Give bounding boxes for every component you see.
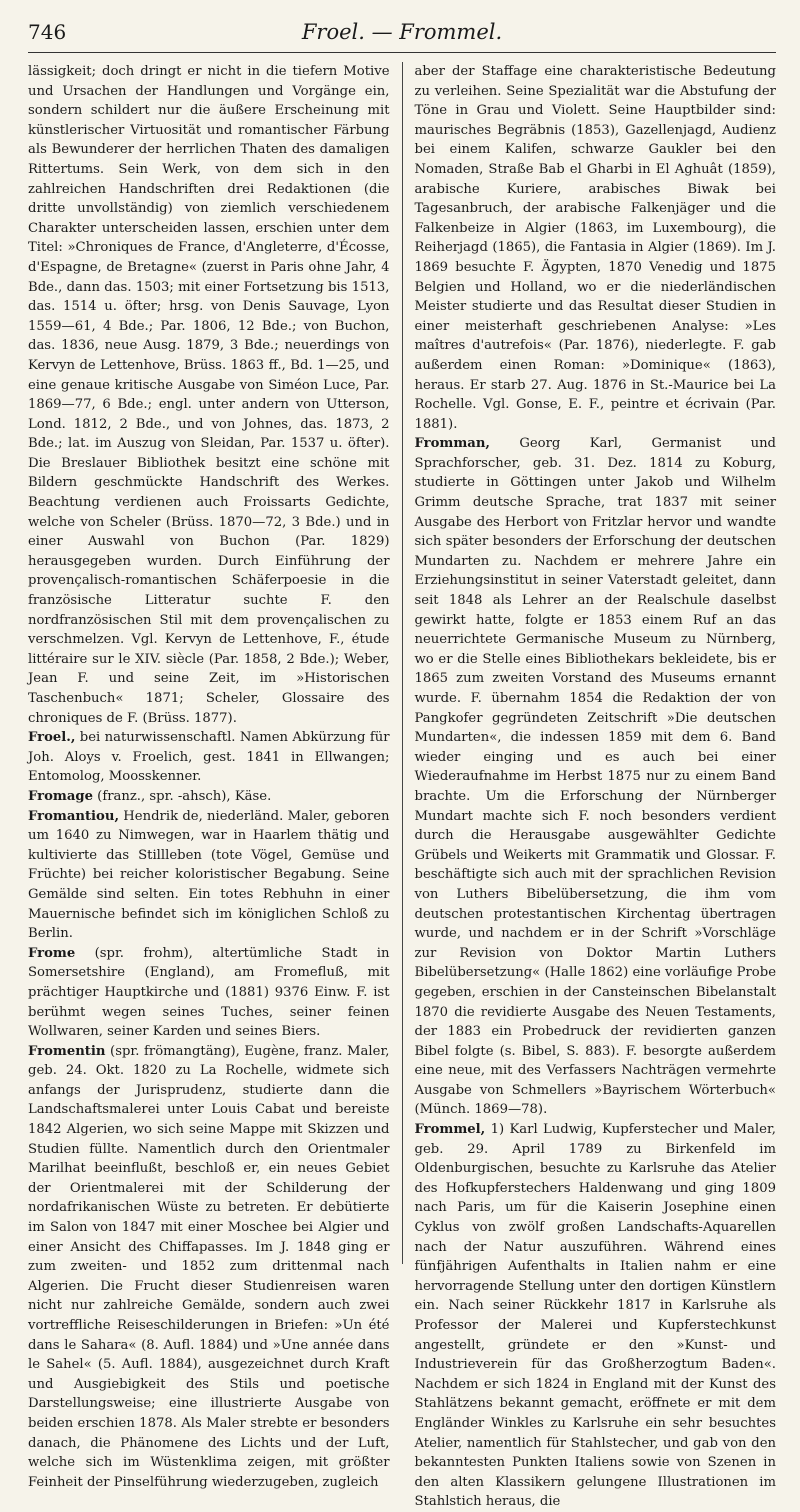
entry <box>28 944 390 1042</box>
headword: Fromage <box>28 788 93 804</box>
left-column <box>28 62 390 1490</box>
entry <box>28 807 390 944</box>
entry <box>415 1120 777 1512</box>
entry <box>28 1042 390 1493</box>
text-columns <box>28 62 776 1510</box>
entry <box>28 62 390 728</box>
entry-text: Hendrik de, niederländ. Maler, geboren um 1640 zu Nimwegen, war in Haarlem thätig und kultivierte das Stillleben (tote Vögel, Gemüse und Früchte) bei reicher koloristischer Begabung. Seine Gemälde sind selten. Ein totes Rebhuhn in einer Mauernische befindet sich im königlichen Schloß zu Berlin. <box>28 808 390 942</box>
headword: Fromentin <box>28 1043 106 1059</box>
headword: Fromantiou, <box>28 808 120 824</box>
entry-text: 1) Karl Ludwig, Kupferstecher und Maler, geb. 29. April 1789 zu Birkenfeld im Oldenburgischen, besuchte zu Karlsruhe das Atelier des Hofkupferstechers Haldenwang und ging 1809 nach Paris, um für die Kaiserin Josephine einen Cyklus von zwölf großen Landschafts-Aquarellen nach der Natur auszuführen. Während eines fünfjährigen Aufenthalts in Italien nahm er eine hervorragende Stellung unter den dortigen Künstlern ein. Nach seiner Rückkehr 1817 in Karlsruhe als Professor der Malerei und Kupferstechkunst angestellt, gründete er den »Kunst- und Industrieverein für das Großherzogtum Baden«. Nachdem er sich 1824 in England mit der Kunst des Stahlätzens bekannt gemacht, eröffnete er mit dem Engländer Winkles zu Karlsruhe ein sehr besuchtes Atelier, namentlich für Stahlstecher, und gab von den bekanntesten Punkten Italiens sowie von Szenen in den alten Klassikern gelungene Illustrationen im Stahlstich heraus, die <box>414 1122 776 1510</box>
dictionary-page <box>28 14 776 1510</box>
page-header <box>28 14 776 54</box>
entry-text: (spr. frömangtäng), Eugène, franz. Maler, geb. 24. Okt. 1820 zu La Rochelle, widmete sich anfangs der Jurisprudenz, studierte dann die Landschaftsmalerei unter Louis Cabat und bereiste 1842 Algerien, wo sich seine Mappe mit Skizzen und Studien füllte. Namentlich durch den Orientmaler Marilhat beeinflußt, beschloß er, ein neues Gebiet der Orientmalerei mit der Schilderung der nordafrikanischen Wüste zu betreten. Er debütierte im Salon von 1847 mit einer Moschee bei Algier und einer Ansicht des Chiffapasses. Im J. 1848 ging er zum zweiten- und 1852 zum drittenmal nach Algerien. Die Frucht dieser Studienreisen waren nicht nur zahlreiche Gemälde, sondern auch zwei vortreffliche Reiseschilderungen in Briefen: »Un été dans le Sahara« (8. Aufl. 1884) und »Une année dans le Sahel« (5. Aufl. 1884), ausgezeichnet durch Kraft und Ausgiebigkeit des Stils und poetische Darstellungsweise; eine illustrierte Ausgabe von beiden erschien 1878. Als Maler strebte er besonders danach, die Phänomene des Lichts und der Luft, welche sich im Wüstenklima zeigen, mit größter Feinheit der Pinselführung wiederzugeben, zugleich <box>28 1043 390 1490</box>
entry <box>415 62 777 434</box>
headword: Fromman, <box>414 436 491 452</box>
entry-text: (franz., spr. -ahsch), Käse. <box>92 788 272 804</box>
entry <box>28 728 390 787</box>
entry-text: lässigkeit; doch dringt er nicht in die tiefern Motive und Ursachen der Handlungen und Vorgänge ein, sondern schildert nur die äußere Erscheinung mit künstlerischer Virtuosität und romantischer Färbung als Bewunderer der herrlichen Thaten des damaligen Rittertums. Sein Werk, von dem sich in den zahlreichen Handschriften drei Redaktionen (die dritte unvollständig) von ziemlich verschiedenem Charakter unterscheiden lassen, erschien unter dem Titel: »Chroniques de France, d'Angleterre, d'Écosse, d'Espagne, de Bretagne« (zuerst in Paris ohne Jahr, 4 Bde., dann das. 1503; mit einer Fortsetzung bis 1513, das. 1514 u. öfter; hrsg. von Denis Sauvage, Lyon 1559—61, 4 Bde.; Par. 1806, 12 Bde.; von Buchon, das. 1836, neue Ausg. 1879, 3 Bde.; neuerdings von Kervyn de Lettenhove, Brüss. 1863 ff., Bd. 1—25, und eine genaue kritische Ausgabe von Siméon Luce, Par. 1869—77, 6 Bde.; engl. unter andern von Utterson, Lond. 1812, 2 Bde., und von Johnes, das. 1873, 2 Bde.; lat. im Auszug von Sleidan, Par. 1537 u. öfter). Die Breslauer Bibliothek besitzt eine schöne mit Bildern geschmückte Handschrift des Werkes. Beachtung verdienen auch Froissarts Gedichte, welche von Scheler (Brüss. 1870—72, 3 Bde.) und in einer Auswahl von Buchon (Par. 1829) herausgegeben wurden. Durch Einführung der provençalisch-romantischen Schäferpoesie in die französische Litteratur suchte F. den nordfranzösischen Stil mit dem provençalischen zu verschmelzen. Vgl. Kervyn de Lettenhove, F., étude littéraire sur le XIV. siècle (Par. 1858, 2 Bde.); Weber, Jean F. und seine Zeit, im »Historischen Taschenbuch« 1871; Scheler, Glossaire des chroniques de F. (Brüss. 1877). <box>28 64 390 726</box>
header-rule <box>28 52 776 53</box>
entry-text: aber der Staffage eine charakteristische Bedeutung zu verleihen. Seine Spezialität war die Abstufung der Töne in Grau und Violett. Seine Hauptbilder sind: maurisches Begräbnis (1853), Gazellenjagd, Audienz bei einem Kalifen, schwarze Gaukler bei den Nomaden, Straße Bab el Gharbi in El Aghuât (1859), arabische Kuriere, arabisches Biwak bei Tagesanbruch, der arabische Falkenjäger und die Falkenbeize in Algier (1863, im Luxembourg), die Reiherjagd (1865), die Fantasia in Algier (1869). Im J. 1869 besuchte F. Ägypten, 1870 Venedig und 1875 Belgien und Holland, wo er die niederländischen Meister studierte und das Resultat dieser Studien in einer meisterhaft geschriebenen Analyse: »Les maîtres d'autrefois« (Par. 1876), niederlegte. F. gab außerdem einen Roman: »Dominique« (1863), heraus. Er starb 27. Aug. 1876 in St.-Maurice bei La Rochelle. Vgl. Gonse, E. F., peintre et écrivain (Par. 1881). <box>414 64 776 432</box>
entry-text: Georg Karl, Germanist und Sprachforscher, geb. 31. Dez. 1814 zu Koburg, studierte in Göttingen unter Jakob und Wilhelm Grimm deutsche Sprache, trat 1837 mit seiner Ausgabe des Herbort von Fritzlar hervor und wandte sich später besonders der Erforschung der deutschen Mundarten zu. Nachdem er mehrere Jahre ein Erziehungsinstitut in seiner Vaterstadt geleitet, dann seit 1848 als Lehrer an der Realschule daselbst gewirkt hatte, folgte er 1853 einem Ruf an das neuerrichtete Germanische Museum zu Nürnberg, wo er die Stelle eines Bibliothekars bekleidete, bis er 1865 zum zweiten Vorstand des Museums ernannt wurde. F. übernahm 1854 die Redaktion der von Pangkofer gegründeten Zeitschrift »Die deutschen Mundarten«, die indessen 1859 mit dem 6. Band wieder einging und es auch bei einer Wiederaufnahme im Herbst 1875 nur zu einem Band brachte. Um die Erforschung der Nürnberger Mundart machte sich F. noch besonders verdient durch die Herausgabe ausgewählter Gedichte Grübels und Weikerts mit Grammatik und Glossar. F. beschäftigte sich auch mit der sprachlichen Revision von Luthers Bibelübersetzung, die ihm vom deutschen protestantischen Kirchentag übertragen wurde, und nachdem er in der Schrift »Vorschläge zur Revision von Doktor Martin Luthers Bibelübersetzung« (Halle 1862) eine vorläufige Probe gegeben, erschien in der Cansteinschen Bibelanstalt 1870 die revidierte Ausgabe des Neuen Testaments, der 1883 ein Probedruck der revidierten ganzen Bibel folgte (s. Bibel, S. 883). F. besorgte außerdem eine neue, mit des Verfassers Nachträgen vermehrte Ausgabe von Schmellers »Bayrischem Wörterbuch« (Münch. 1869—78). <box>414 436 776 1118</box>
entry <box>415 434 777 1120</box>
running-head: Froel. — Frommel. <box>301 20 503 44</box>
entry-text: (spr. frohm), altertümliche Stadt in Somersetshire (England), am Fromefluß, mit prächtiger Hauptkirche und (1881) 9376 Einw. F. ist berühmt wegen seines Tuches, seiner feinen Wollwaren, seiner Karden und seines Biers. <box>28 945 390 1040</box>
entry <box>28 787 390 807</box>
headword: Frommel, <box>414 1122 486 1138</box>
page-number: 746 <box>28 20 67 44</box>
right-column <box>414 62 777 1510</box>
entry-text: bei naturwissenschaftl. Namen Abkürzung für Joh. Aloys v. Froelich, gest. 1841 in Ellwangen; Entomolog, Moosskenner. <box>28 730 390 785</box>
column-divider <box>402 62 403 1264</box>
headword: Frome <box>28 945 76 961</box>
headword: Froel., <box>28 730 76 746</box>
